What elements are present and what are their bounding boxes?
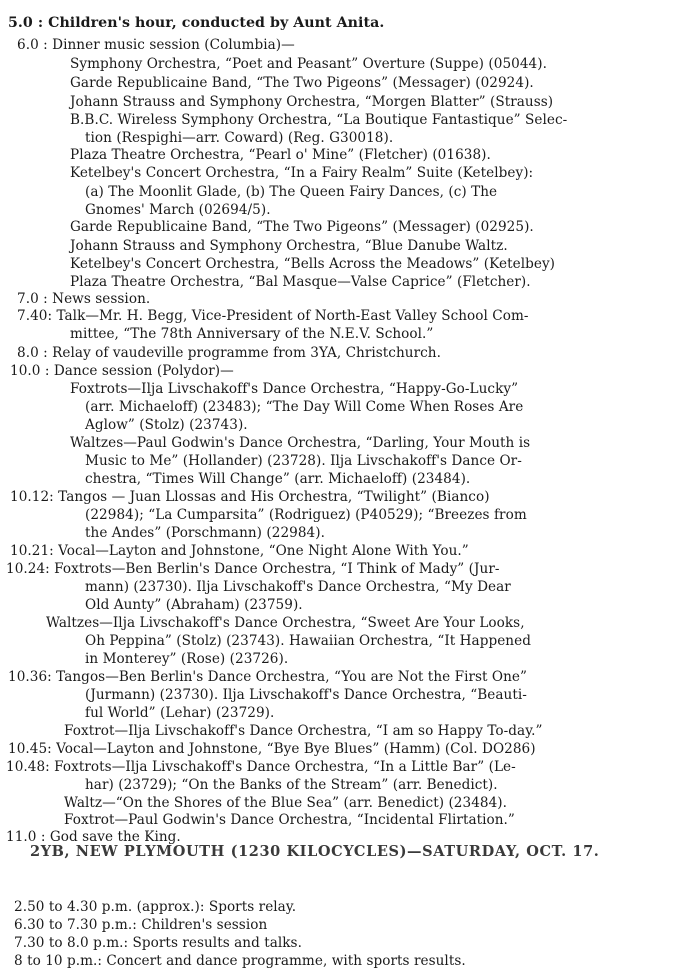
programme-line: Garde Republicaine Band, “The Two Pigeons” (Messager) (02924). <box>70 75 534 91</box>
station-schedule-line: 8 to 10 p.m.: Concert and dance programme, with sports results. <box>14 953 466 969</box>
programme-line: (a) The Moonlit Glade, (b) The Queen Fairy Dances, (c) The <box>85 184 498 200</box>
programme-line: 10.21: Vocal—Layton and Johnstone, “One Night Alone With You.” <box>10 543 469 559</box>
programme-line: in Monterey” (Rose) (23726). <box>85 651 289 667</box>
programme-line: the Andes” (Porschmann) (22984). <box>85 525 325 541</box>
programme-line: Foxtrot—Paul Godwin's Dance Orchestra, “Incidental Flirtation.” <box>64 812 515 828</box>
programme-line: (arr. Michaeloff) (23483); “The Day Will Come When Roses Are <box>85 399 524 415</box>
programme-line: 6.0 : Dinner music session (Columbia)— <box>17 37 295 53</box>
programme-line: Garde Republicaine Band, “The Two Pigeons” (Messager) (02925). <box>70 219 534 235</box>
programme-line: Ketelbey's Concert Orchestra, “In a Fairy Realm” Suite (Ketelbey): <box>70 165 534 181</box>
programme-line: (Jurmann) (23730). Ilja Livschakoff's Dance Orchestra, “Beauti- <box>85 687 527 703</box>
programme-line: Aglow” (Stolz) (23743). <box>85 417 248 433</box>
programme-line: Waltzes—Paul Godwin's Dance Orchestra, “Darling, Your Mouth is <box>70 435 531 451</box>
programme-line: Foxtrot—Ilja Livschakoff's Dance Orchestra, “I am so Happy To-day.” <box>64 723 543 739</box>
station-schedule-line: 2.50 to 4.30 p.m. (approx.): Sports relay. <box>14 899 297 915</box>
programme-line: Old Aunty” (Abraham) (23759). <box>85 597 303 613</box>
programme-line: B.B.C. Wireless Symphony Orchestra, “La Boutique Fantastique” Selec- <box>70 112 568 128</box>
programme-line: har) (23729); “On the Banks of the Stream” (arr. Benedict). <box>85 777 498 793</box>
station-schedule-line: 6.30 to 7.30 p.m.: Children's session <box>14 917 268 933</box>
programme-line: ful World” (Lehar) (23729). <box>85 705 275 721</box>
programme-line: 10.36: Tangos—Ben Berlin's Dance Orchestra, “You are Not the First One” <box>8 669 528 685</box>
programme-line: Plaza Theatre Orchestra, “Pearl o' Mine” (Fletcher) (01638). <box>70 147 491 163</box>
programme-line: tion (Respighi—arr. Coward) (Reg. G30018). <box>85 130 394 146</box>
programme-line: chestra, “Times Will Change” (arr. Michaeloff) (23484). <box>85 471 471 487</box>
programme-line: Plaza Theatre Orchestra, “Bal Masque—Valse Caprice” (Fletcher). <box>70 274 531 290</box>
programme-line: 10.12: Tangos — Juan Llossas and His Orchestra, “Twilight” (Bianco) <box>10 489 490 505</box>
programme-line: 10.24: Foxtrots—Ben Berlin's Dance Orchestra, “I Think of Mady” (Jur- <box>6 561 500 577</box>
programme-line: (22984); “La Cumparsita” (Rodriguez) (P40529); “Breezes from <box>85 507 527 523</box>
programme-line: Waltz—“On the Shores of the Blue Sea” (arr. Benedict) (23484). <box>64 795 508 811</box>
programme-line: 7.0 : News session. <box>17 291 151 307</box>
programme-line: Symphony Orchestra, “Poet and Peasant” Overture (Suppe) (05044). <box>70 56 547 72</box>
programme-line: Oh Peppina” (Stolz) (23743). Hawaiian Orchestra, “It Happened <box>85 633 531 649</box>
programme-line: Music to Me” (Hollander) (23728). Ilja Livschakoff's Dance Or- <box>85 453 522 469</box>
programme-line: 7.40: Talk—Mr. H. Begg, Vice-President of North-East Valley School Com- <box>17 308 529 324</box>
programme-line: 8.0 : Relay of vaudeville programme from 3YA, Christchurch. <box>17 345 441 361</box>
programme-line: 5.0 : Children's hour, conducted by Aunt Anita. <box>8 15 385 31</box>
station-heading: 2YB, NEW PLYMOUTH (1230 KILOCYCLES)—SATURDAY, OCT. 17. <box>30 843 600 860</box>
programme-line: 10.48: Foxtrots—Ilja Livschakoff's Dance Orchestra, “In a Little Bar” (Le- <box>6 759 516 775</box>
programme-line: Johann Strauss and Symphony Orchestra, “Morgen Blatter” (Strauss) <box>70 94 554 110</box>
programme-line: mann) (23730). Ilja Livschakoff's Dance Orchestra, “My Dear <box>85 579 511 595</box>
programme-line: Foxtrots—Ilja Livschakoff's Dance Orchestra, “Happy-Go-Lucky” <box>70 381 519 397</box>
programme-line: Ketelbey's Concert Orchestra, “Bells Across the Meadows” (Ketelbey) <box>70 256 556 272</box>
programme-line: mittee, “The 78th Anniversary of the N.E.V. School.” <box>70 326 434 342</box>
programme-line: 10.45: Vocal—Layton and Johnstone, “Bye Bye Blues” (Hamm) (Col. DO286) <box>8 741 536 757</box>
programme-line: Johann Strauss and Symphony Orchestra, “Blue Danube Waltz. <box>70 238 508 254</box>
programme-line: Gnomes' March (02694/5). <box>85 202 271 218</box>
station-schedule-line: 7.30 to 8.0 p.m.: Sports results and talks. <box>14 935 302 951</box>
programme-line: 10.0 : Dance session (Polydor)— <box>10 363 234 379</box>
programme-line: 11.0 : God save the King. <box>6 829 181 845</box>
programme-line: Waltzes—Ilja Livschakoff's Dance Orchestra, “Sweet Are Your Looks, <box>46 615 525 631</box>
